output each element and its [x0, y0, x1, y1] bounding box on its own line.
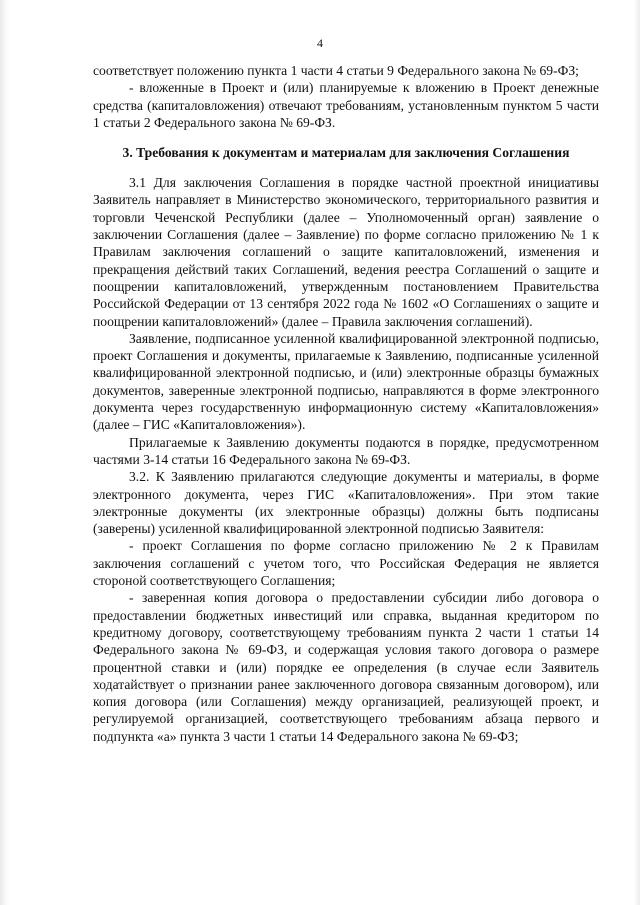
paragraph-continuation: соответствует положению пункта 1 части 4 статьи 9 Федерального закона № 69-ФЗ; — [93, 63, 579, 78]
paragraph-capital-investments: - вложенные в Проект и (или) планируемые к вложению в Проект денежные средства (капиталовложения) отвечают требованиям, установленным пунктом 5 части 1 статьи 2 Федерального закона № 69-ФЗ. — [93, 80, 599, 130]
list-item-subsidy-contract: - заверенная копия договора о предоставлении субсидии либо договора о предоставлении бюджетных инвестиций или справка, выданная кредитором по кредитному договору, соответствующему требованиям пункта 2 части 1 статьи 14 Федерального закона № 69-ФЗ, и содержащая условия такого договора о размере процентной ставки и (или) порядке ее определения (в случае если Заявитель ходатайствует о признании ранее заключенного договора связанным договором), или копия договора (или Соглашения) между организацией, реализующей проект, и регулируемой организацией, соответствующего требованиям абзаца первого и подпункта «а» пункта 3 части 1 статьи 14 Федерального закона № 69-ФЗ; — [93, 590, 599, 744]
paragraph-3-2: 3.2. К Заявлению прилагаются следующие документы и материалы, в форме электронного документа, через ГИС «Капиталовложения». При этом такие электронные документы (их электронные образцы) должны быть подписаны (заверены) усиленной квалифицированной электронной подписью Заявителя: — [93, 469, 599, 537]
section-heading: 3. Требования к документам и материалам для заключения Соглашения — [122, 145, 570, 161]
list-item-draft-agreement: - проект Соглашения по форме согласно приложению № 2 к Правилам заключения соглашений с учетом того, что Российская Федерация не является стороной соответствующего Соглашения; — [93, 538, 599, 589]
paragraph-attached-documents: Прилагаемые к Заявлению документы подаются в порядке, предусмотренном частями 3-14 статьи 16 Федерального закона № 69-ФЗ. — [93, 434, 599, 467]
page-number: 4 — [317, 36, 323, 50]
scan-edge-left — [0, 0, 10, 905]
document-body — [93, 62, 599, 745]
scan-edge-right — [634, 0, 640, 905]
paragraph-application-signature: Заявление, подписанное усиленной квалифицированной электронной подписью, проект Соглашения и документы, прилагаемые к Заявлению, подписанные усиленной квалифицированной электронной подписью, и (или) электронные образцы бумажных документов, заверенные электронной подписью, направляются в форме электронного документа через государственную информационную систему «Капиталовложения» (далее – ГИС «Капиталовложения»). — [93, 330, 599, 433]
paragraph-3-1: 3.1 Для заключения Соглашения в порядке частной проектной инициативы Заявитель направляет в Министерство экономического, территориального развития и торговли Чеченской Республики (далее – Уполномоченный орган) заявление о заключении Соглашения (далее – Заявление) по форме согласно приложению № 1 к Правилам заключения соглашений о защите капиталовложений, изменения и прекращения действий таких Соглашений, ведения реестра Соглашений о защите и поощрении капиталовложений, утвержденным постановлением Правительства Российской Федерации от 13 сентября 2022 года № 1602 «О Соглашениях о защите и поощрении капиталовложений» (далее – Правила заключения соглашений). — [93, 175, 599, 329]
